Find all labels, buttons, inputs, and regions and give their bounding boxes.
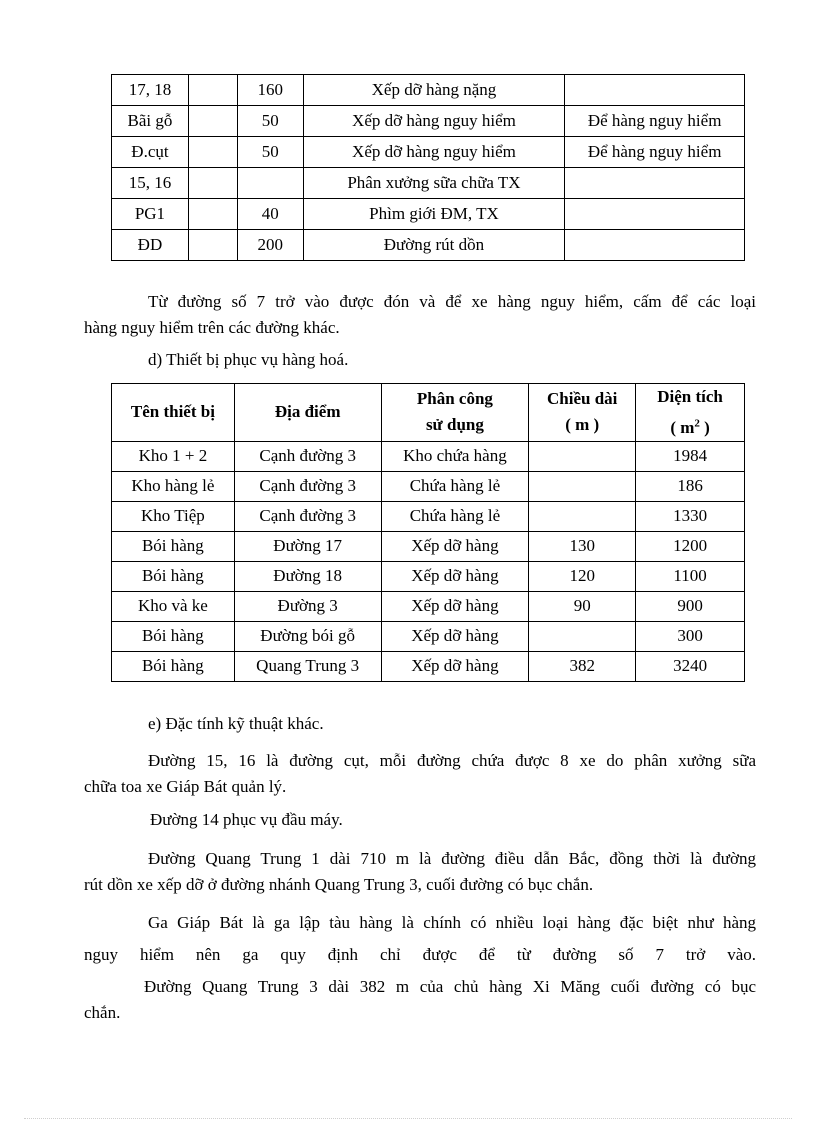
table-cell: Bói hàng — [112, 651, 235, 681]
table-cell: ĐD — [112, 230, 189, 261]
table-cell: Xếp dỡ hàng — [381, 591, 529, 621]
table-cell: Quang Trung 3 — [234, 651, 381, 681]
paragraph-giap-bat-line1: Ga Giáp Bát là ga lập tàu hàng là chính có nhiều loại hàng đặc biệt như hàng — [148, 913, 756, 932]
table-cell: 1200 — [636, 531, 745, 561]
table-row — [112, 230, 745, 261]
table-cell: Bãi gỗ — [112, 106, 189, 137]
paragraph-quang-trung-1-line1: Đường Quang Trung 1 dài 710 m là đường điều dẫn Bắc, đồng thời là đường — [148, 849, 756, 868]
table-cell: Phìm giới ĐM, TX — [303, 199, 565, 230]
table-cell: 1100 — [636, 561, 745, 591]
paragraph-dead-end-track-line1: Đường 15, 16 là đường cụt, mỗi đường chứa được 8 xe do phân xưởng sữa — [148, 751, 756, 770]
table-cell: Bói hàng — [112, 531, 235, 561]
table-cell: Xếp dỡ hàng nguy hiểm — [303, 137, 565, 168]
table-cell: Đường rút dồn — [303, 230, 565, 261]
header-area-line1: Diện tích — [657, 387, 723, 406]
section-heading-d: d) Thiết bị phục vụ hàng hoá. — [148, 350, 349, 369]
cargo-equipment-table — [111, 383, 745, 682]
table-cell — [188, 168, 237, 199]
table-cell: 1984 — [636, 441, 745, 471]
table-cell: Cạnh đường 3 — [234, 501, 381, 531]
paragraph-dangerous-goods-line1: Từ đường số 7 trở vào được đón và để xe hàng nguy hiểm, cấm để các loại — [148, 292, 756, 311]
table-cell: PG1 — [112, 199, 189, 230]
table-cell: 1330 — [636, 501, 745, 531]
table-cell: 382 — [529, 651, 636, 681]
table-cell: Đ.cụt — [112, 137, 189, 168]
table-header-row — [112, 384, 745, 442]
table-cell — [565, 230, 745, 261]
table-cell: Đường 18 — [234, 561, 381, 591]
table-cell — [188, 106, 237, 137]
table-cell — [188, 199, 237, 230]
page-bottom-divider — [24, 1118, 792, 1119]
table-cell: Để hàng nguy hiểm — [565, 137, 745, 168]
table-cell — [188, 75, 237, 106]
table-cell: 186 — [636, 471, 745, 501]
table-cell: Bói hàng — [112, 561, 235, 591]
table-cell: Đường bói gỗ — [234, 621, 381, 651]
header-assignment — [381, 384, 529, 442]
paragraph-track-14: Đường 14 phục vụ đầu máy. — [150, 810, 343, 829]
header-length-unit: ( m ) — [565, 415, 600, 435]
table-cell: Xếp dỡ hàng — [381, 621, 529, 651]
table-row — [112, 199, 745, 230]
table-cell: Xếp dỡ hàng — [381, 531, 529, 561]
table-cell — [565, 168, 745, 199]
table-cell: 50 — [237, 137, 303, 168]
table-cell: 160 — [237, 75, 303, 106]
paragraph-quang-trung-1-line2: rút dồn xe xếp dỡ ở đường nhánh Quang Trung 3, cuối đường có bục chắn. — [84, 875, 594, 894]
table-cell — [529, 621, 636, 651]
header-length — [529, 384, 636, 442]
table-cell: Kho chứa hàng — [381, 441, 529, 471]
table-cell — [565, 75, 745, 106]
table-cell — [565, 199, 745, 230]
header-equipment-name: Tên thiết bị — [112, 384, 235, 442]
table-cell: 300 — [636, 621, 745, 651]
table-cell — [237, 168, 303, 199]
table-row — [112, 106, 745, 137]
table-cell: Chứa hàng lẻ — [381, 471, 529, 501]
table-row — [112, 75, 745, 106]
table-cell — [188, 137, 237, 168]
table-cell: 130 — [529, 531, 636, 561]
header-length-line1: Chiều dài — [547, 389, 618, 409]
table-cell: 200 — [237, 230, 303, 261]
table-cell: Để hàng nguy hiểm — [565, 106, 745, 137]
table-cell — [529, 471, 636, 501]
table-cell — [529, 441, 636, 471]
table-cell — [188, 230, 237, 261]
table-cell: 15, 16 — [112, 168, 189, 199]
table-cell: Cạnh đường 3 — [234, 441, 381, 471]
table-cell: 40 — [237, 199, 303, 230]
table-row — [112, 621, 745, 651]
paragraph-quang-trung-3-line1: Đường Quang Trung 3 dài 382 m của chủ hàng Xi Măng cuối đường có bục — [144, 977, 756, 996]
paragraph-giap-bat-line2: nguy hiểm nên ga quy định chỉ được để từ đường số 7 trở vào. — [84, 945, 756, 964]
table-cell: Kho và ke — [112, 591, 235, 621]
table-row — [112, 137, 745, 168]
table-cell: Phân xưởng sữa chữa TX — [303, 168, 565, 199]
table-cell: Chứa hàng lẻ — [381, 501, 529, 531]
table-cell: 17, 18 — [112, 75, 189, 106]
track-usage-table — [111, 74, 745, 261]
table-cell: 900 — [636, 591, 745, 621]
table-row — [112, 651, 745, 681]
table-cell: Kho hàng lẻ — [112, 471, 235, 501]
section-heading-e: e) Đặc tính kỹ thuật khác. — [148, 714, 324, 733]
header-assignment-line1: Phân công — [416, 389, 493, 409]
table-cell: 120 — [529, 561, 636, 591]
header-assignment-line2: sử dụng — [425, 415, 484, 435]
header-area-unit: ( $m^2$ ) — [670, 417, 710, 437]
table-cell: Xếp dỡ hàng nặng — [303, 75, 565, 106]
table-cell: Đường 3 — [234, 591, 381, 621]
table-cell: Đường 17 — [234, 531, 381, 561]
table-cell: Kho 1 + 2 — [112, 441, 235, 471]
table-row — [112, 561, 745, 591]
table-cell: Xếp dỡ hàng nguy hiểm — [303, 106, 565, 137]
table-cell — [529, 501, 636, 531]
header-area — [636, 384, 745, 442]
table-cell: 3240 — [636, 651, 745, 681]
table-row — [112, 501, 745, 531]
table-row — [112, 441, 745, 471]
table-cell: Cạnh đường 3 — [234, 471, 381, 501]
table-cell: 90 — [529, 591, 636, 621]
table-cell: Kho Tiệp — [112, 501, 235, 531]
table-cell: Bói hàng — [112, 621, 235, 651]
header-location: Địa điểm — [234, 384, 381, 442]
paragraph-quang-trung-3-line2: chắn. — [84, 1003, 121, 1022]
paragraph-dangerous-goods-line2: hàng nguy hiểm trên các đường khác. — [84, 318, 340, 337]
table-row — [112, 531, 745, 561]
table-row — [112, 591, 745, 621]
paragraph-dead-end-track-line2: chữa toa xe Giáp Bát quản lý. — [84, 777, 287, 796]
table-row — [112, 168, 745, 199]
table-row — [112, 471, 745, 501]
table-cell: Xếp dỡ hàng — [381, 651, 529, 681]
table-cell: Xếp dỡ hàng — [381, 561, 529, 591]
table-cell: 50 — [237, 106, 303, 137]
